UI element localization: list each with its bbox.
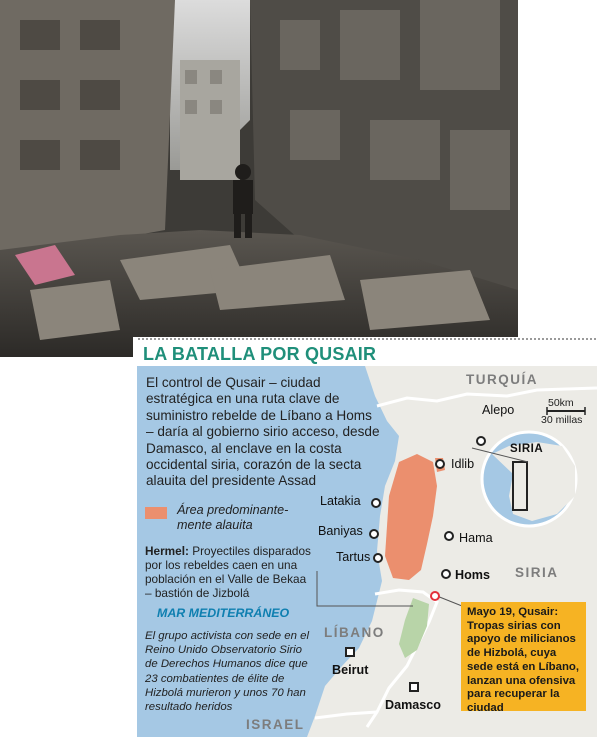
baniyas-marker [370,530,378,538]
syria-label: SIRIA [515,565,559,580]
hama-marker [445,532,453,540]
latakia-marker [372,499,380,507]
alepo-marker [477,437,485,445]
observatorio-note: El grupo activista con sede en el Reino Unido Observatorio Sirio de Derechos Humanos dice que 23 combatientes de élite de Hizbolá murieron y unos 70 han resultado heridos [145,630,309,714]
intro-text: El control de Qusair – ciudad estratégica en una ruta clave de suministro rebelde de Líbano a Homs – daría al gobierno sirio acceso, desde Damasco, al enclave en la costa occidental siria, corazón de la secta alauita del presidente Assad [146,375,380,489]
turkey-label: TURQUÍA [466,372,538,387]
beirut-marker [346,648,354,656]
scale-mi: 30 millas [541,414,583,426]
sea-label: MAR MEDITERRÁNEO [157,606,290,620]
legend-swatch [145,507,167,519]
hermel-note [145,544,315,600]
infographic-title: LA BATALLA POR QUSAIR [143,344,377,364]
tartus-marker [374,554,382,562]
qusair-callout: Mayo 19, Qusair: Tropas sirias con apoyo de milicianos de Hizbolá, cuya sede está en Líbano, lanzan una ofensiva para recuperar la ciudad [461,602,586,711]
israel-label: ISRAEL [246,717,305,732]
dotted-divider [138,338,596,340]
damasco-marker [410,683,418,691]
tartus-label: Tartus [336,550,371,564]
qusair-marker [431,592,439,600]
beirut-label: Beirut [332,663,369,677]
hermel-text: Proyectiles disparados por los rebeldes caen en una población en el Valle de Bekaa – bastión de Jizbolá [145,544,311,600]
inset-syria-label: SIRIA [510,443,544,455]
baniyas-label: Baniyas [318,524,363,538]
scale-km: 50km [548,397,574,409]
hermel-name: Hermel: [145,544,189,558]
lebanon-label: LÍBANO [324,625,385,640]
homs-label: Homs [455,568,490,582]
damasco-label: Damasco [385,698,442,712]
idlib-label: Idlib [451,457,475,471]
latakia-label: Latakia [320,494,361,508]
street-photo [0,0,518,357]
alepo-label: Alepo [482,403,515,417]
hama-label: Hama [459,531,493,545]
homs-marker [442,570,450,578]
idlib-marker [436,460,444,468]
legend-label: Área predominante-mente alauita [177,503,289,532]
